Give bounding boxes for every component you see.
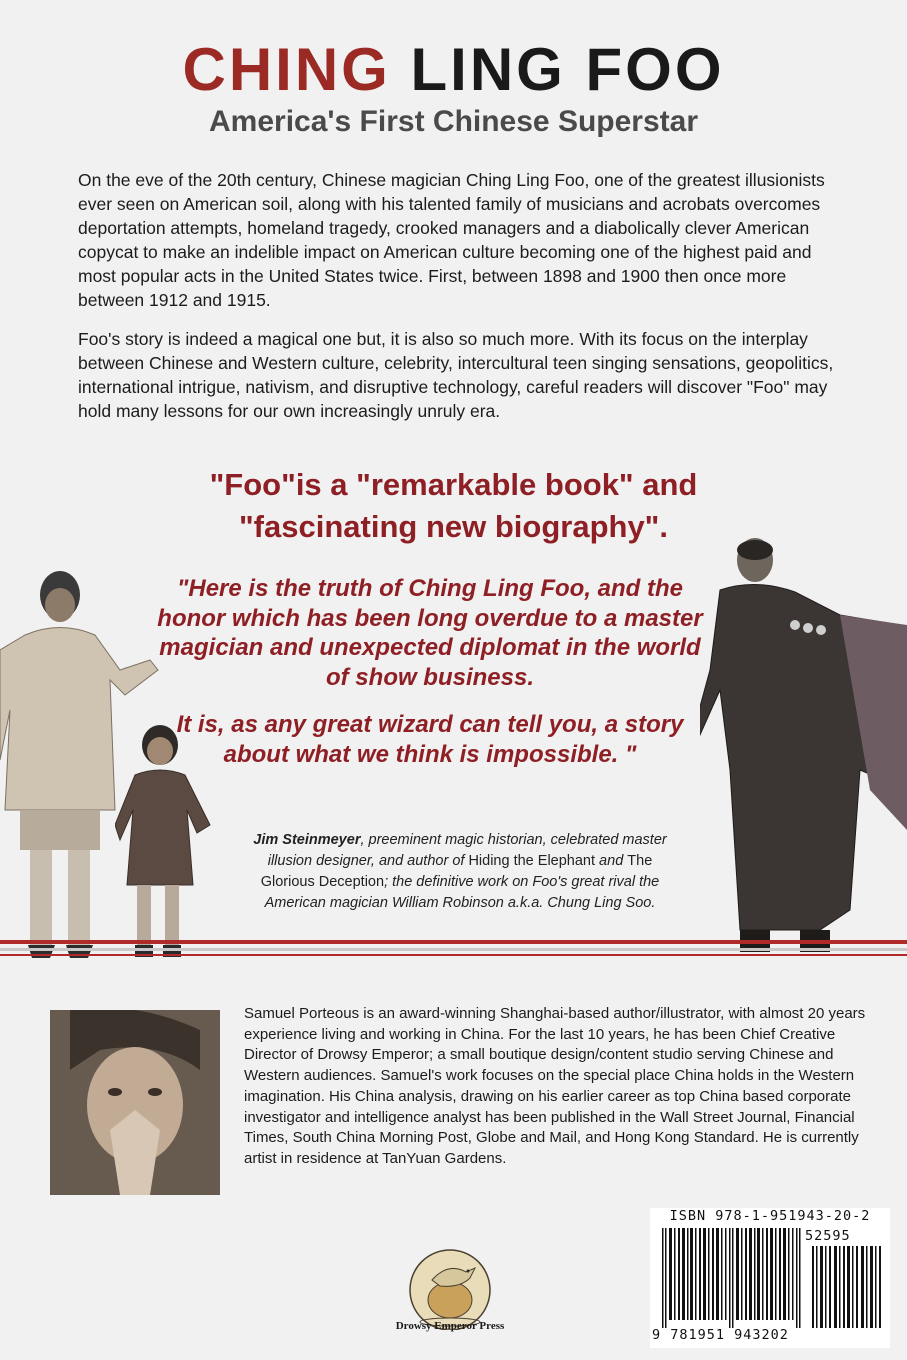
reviewer-description-1: , preeminent magic historian, celebrated master illusion designer, and author of bbox=[267, 832, 667, 869]
reviewer-and-word: and bbox=[595, 853, 628, 869]
price-barcode bbox=[812, 1246, 884, 1328]
isbn-number: ISBN 978-1-951943-20-2 bbox=[669, 1208, 871, 1224]
publisher-name: Drowsy Emperor Press bbox=[395, 1320, 505, 1332]
book-title bbox=[0, 38, 907, 102]
review-headline-line-1: "Foo"is a "remarkable book" and bbox=[209, 467, 698, 502]
price-code: 52595 bbox=[805, 1228, 851, 1244]
title-word-ching: CHING bbox=[182, 36, 391, 103]
reviewer-description-2: ; the definitive work on Foo's great rival the American magician William Robinson a.k.a. Chung Ling Soo. bbox=[264, 874, 660, 911]
bird-on-globe-logo-icon bbox=[400, 1230, 500, 1330]
magician-figure-illustration bbox=[700, 530, 907, 960]
ean-barcode bbox=[662, 1228, 802, 1328]
description-paragraph-2: Foo's story is indeed a magical one but, it is also so much more. With its focus on the interplay between Chinese and Western culture, celebrity, intercultural teen singing sensations, geopolitics, international intrigue, nativism, and disruptive technology, careful readers will discover "Foo" may hold many lessons for our own increasingly unruly era. bbox=[78, 329, 834, 421]
author-photo bbox=[50, 1010, 220, 1195]
review-quote-part-1: "Here is the truth of Ching Ling Foo, and the honor which has been long overdue to a master magician and unexpected diplomat in the world of show business. bbox=[157, 575, 703, 691]
author-bio: Samuel Porteous is an award-winning Shanghai-based author/illustrator, with almost 20 years experience living and working in China. For the last 10 years, he has been Chief Creative Director of Drowsy Emperor; a small boutique design/content studio serving Chinese and Western audiences. Samuel's work focuses on the special place China holds in the Western imagination. His China analysis, drawing on his earlier career as top China based corporate investigator and intelligence analyst has been published in the Wall Street Journal, Financial Times, South China Morning Post, Globe and Mail, and Hong Kong Standard. He is currently artist in residence at TanYuan Gardens. bbox=[244, 1005, 866, 1167]
description-paragraph-1: On the eve of the 20th century, Chinese magician Ching Ling Foo, one of the greatest illusionists ever seen on American soil, along with his talented family of musicians and acrobats overcomes deportation attempts, homeland tragedy, crooked managers and a diabolically clever American copycat to make an indelible impact on American culture becoming one of the highest paid and most popular acts in the United States twice. First, between 1898 and 1900 then once more between 1912 and 1915. bbox=[78, 170, 825, 310]
title-word-ling-foo: LING FOO bbox=[410, 36, 725, 103]
reviewer-name: Jim Steinmeyer bbox=[253, 832, 361, 848]
review-attribution bbox=[245, 830, 675, 914]
reviewer-book-1: Hiding the Elephant bbox=[468, 853, 596, 869]
ean-number: 9 781951 943202 bbox=[652, 1327, 789, 1343]
review-quote bbox=[150, 574, 710, 769]
divider-rule-bottom bbox=[0, 954, 907, 956]
divider-rule-top bbox=[0, 940, 907, 944]
reviewer-book-2: The Glorious Deception bbox=[260, 853, 653, 890]
review-quote-part-2: It is, as any great wizard can tell you, a story about what we think is impossible. " bbox=[176, 711, 684, 768]
review-headline-line-2: "fascinating new biography". bbox=[238, 509, 668, 544]
book-subtitle: America's First Chinese Superstar bbox=[209, 105, 698, 138]
divider-rule-middle bbox=[0, 948, 907, 951]
